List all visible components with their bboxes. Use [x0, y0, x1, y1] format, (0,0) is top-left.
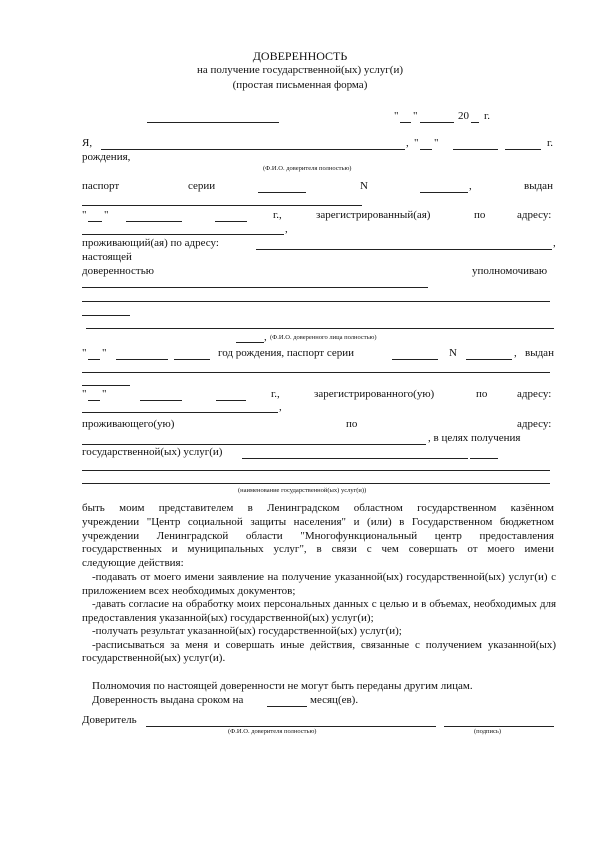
- att-residing-label: проживающего(ую): [82, 418, 175, 430]
- att-passport-comma: ,: [514, 347, 517, 359]
- att-reg-month-field[interactable]: [140, 400, 182, 401]
- signature-name-field[interactable]: [146, 726, 436, 727]
- passport-series-field[interactable]: [258, 192, 306, 193]
- body-line-5: следующие действия:: [82, 557, 184, 569]
- att-birth-quote-close: ": [102, 347, 107, 359]
- signature-sign-caption: (подпись): [474, 728, 501, 735]
- date-year-field[interactable]: [471, 122, 479, 123]
- attorney-name-caption: (Ф.И.О. доверенного лица полностью): [270, 334, 377, 341]
- action-item-sign: -расписываться за меня и совершать иные действия, связанные с получением указанной(ых) государственной(ых) услуг(и).: [82, 638, 556, 664]
- passport-comma: ,: [469, 180, 472, 192]
- att-registered-label: зарегистрированного(ую): [314, 388, 435, 400]
- principal-ya: Я,: [82, 137, 93, 149]
- att-birth-year-field[interactable]: [174, 359, 210, 360]
- service-name-field-2[interactable]: [82, 470, 550, 471]
- registered-po: по: [474, 209, 486, 221]
- att-reg-day-field[interactable]: [88, 400, 100, 401]
- action-items: [82, 571, 556, 666]
- service-label: государственной(ых) услуг(и): [82, 446, 223, 458]
- date-quote-open: ": [394, 110, 399, 122]
- action-item-consent: -давать согласие на обработку моих персональных данных с целью и в объемах, необходимых для предоставления указанной(ых) государственной(ых) услуг(и);: [82, 598, 556, 624]
- document-title: ДОВЕРЕННОСТЬ: [252, 49, 348, 63]
- attorney-name-field-1[interactable]: [82, 287, 428, 288]
- body-line-3: учреждении Ленинградской области "Многофункциональный центр предоставления: [82, 530, 554, 542]
- present-label: настоящей: [82, 251, 132, 263]
- body-line-2: учреждении "Центр социальной защиты населения" и (или) в Государственном бюджетном: [82, 516, 554, 528]
- passport-issuer-field[interactable]: [82, 205, 362, 206]
- reg-quote-close: ": [104, 209, 109, 221]
- principal-birth-quote-close: ": [434, 137, 439, 149]
- date-day-field[interactable]: [400, 122, 411, 123]
- principal-birth-label: рождения,: [82, 151, 131, 163]
- attorney-name-field-4[interactable]: [86, 328, 554, 329]
- principal-birth-quote-open: ": [414, 137, 419, 149]
- signature-label: Доверитель: [82, 714, 137, 726]
- att-registered-po: по: [476, 388, 488, 400]
- non-transfer-text: Полномочия по настоящей доверенности не могут быть переданы другим лицам.: [92, 680, 473, 692]
- att-residing-po: по: [346, 418, 358, 430]
- reg-quote-open: ": [82, 209, 87, 221]
- passport-number-field[interactable]: [420, 192, 468, 193]
- body-line-4: государственных и муниципальных услуг", в связи с чем совершать от моего имени: [82, 543, 554, 555]
- reg-month-field[interactable]: [126, 221, 182, 222]
- service-caption: (наименование государственной(ых) услуг(и)): [238, 487, 367, 494]
- attorney-name-field-3[interactable]: [82, 315, 130, 316]
- att-residing-address-label: адресу:: [517, 418, 552, 430]
- service-name-field-3[interactable]: [82, 483, 550, 484]
- date-quote-close: ": [413, 110, 418, 122]
- date-month-field[interactable]: [420, 122, 454, 123]
- att-registered-address-comma: ,: [279, 401, 282, 413]
- date-year-suffix: г.: [484, 110, 491, 122]
- attorney-name-field-5[interactable]: [236, 342, 264, 343]
- by-power-label: доверенностью: [82, 265, 154, 277]
- registered-address-comma: ,: [285, 223, 288, 235]
- att-reg-quote-close: ": [102, 388, 107, 400]
- place-field[interactable]: [147, 122, 279, 123]
- attorney-name-field-2[interactable]: [82, 301, 550, 302]
- signature-sign-field[interactable]: [444, 726, 554, 727]
- service-name-field-1b[interactable]: [470, 458, 498, 459]
- action-item-submit: -подавать от моего имени заявление на получение указанной(ых) государственной(ых) услуг(и) с приложением всех необходимых документов;: [82, 571, 556, 597]
- principal-comma: ,: [406, 137, 409, 149]
- att-number-label: N: [449, 347, 457, 359]
- validity-prefix: Доверенность выдана сроком на: [92, 694, 244, 706]
- principal-name-field[interactable]: [101, 149, 405, 150]
- body-line-1: быть моим представителем в Ленинградском областном государственном казённом: [82, 502, 554, 514]
- number-label: N: [360, 180, 368, 192]
- att-passport-number-field[interactable]: [466, 359, 512, 360]
- principal-birth-day-field[interactable]: [420, 149, 432, 150]
- att-issuer-field-1[interactable]: [82, 372, 550, 373]
- document-subtitle: на получение государственной(ых) услуг(и): [196, 64, 404, 76]
- attorney-name-comma: ,: [264, 331, 267, 343]
- principal-g: г.: [547, 137, 554, 149]
- validity-months-field[interactable]: [267, 706, 307, 707]
- reg-day-field[interactable]: [88, 221, 102, 222]
- signature-name-caption: (Ф.И.О. доверителя полностью): [228, 728, 317, 735]
- residing-address-field[interactable]: [256, 249, 552, 250]
- att-issued-label: выдан: [525, 347, 554, 359]
- in-order-label: , в целях получения: [428, 432, 521, 444]
- principal-birth-year-field[interactable]: [505, 149, 541, 150]
- att-issuer-field-2[interactable]: [82, 385, 130, 386]
- series-label: серии: [188, 180, 216, 192]
- registered-address-field[interactable]: [82, 234, 284, 235]
- principal-birth-month-field[interactable]: [453, 149, 498, 150]
- att-registered-address-label: адресу:: [517, 388, 552, 400]
- passport-label: паспорт: [82, 180, 120, 192]
- residing-comma: ,: [553, 237, 556, 249]
- att-birth-day-field[interactable]: [88, 359, 100, 360]
- residing-label: проживающий(ая) по адресу:: [82, 237, 219, 249]
- validity-suffix: месяц(ев).: [310, 694, 359, 706]
- att-reg-quote-open: ": [82, 388, 87, 400]
- service-name-field-1[interactable]: [242, 458, 468, 459]
- att-birth-quote-open: ": [82, 347, 87, 359]
- authorize-label: уполномочиваю: [472, 265, 548, 277]
- action-item-receive: -получать результат указанной(ых) государственной(ых) услуг(и);: [92, 625, 402, 637]
- att-birth-passport-label: год рождения, паспорт серии: [218, 347, 355, 359]
- reg-g: г.,: [273, 209, 282, 221]
- principal-name-caption: (Ф.И.О. доверителя полностью): [263, 165, 352, 172]
- att-registered-address-field[interactable]: [82, 412, 278, 413]
- att-birth-month-field[interactable]: [116, 359, 168, 360]
- registered-label: зарегистрированный(ая): [316, 209, 431, 221]
- date-year-prefix: 20: [458, 110, 469, 122]
- att-residing-address-field[interactable]: [82, 444, 426, 445]
- att-reg-year-field[interactable]: [216, 400, 246, 401]
- att-reg-g: г.,: [271, 388, 280, 400]
- registered-address-label: адресу:: [517, 209, 552, 221]
- issued-label: выдан: [524, 180, 553, 192]
- att-passport-series-field[interactable]: [392, 359, 438, 360]
- reg-year-field[interactable]: [215, 221, 247, 222]
- document-form-type: (простая письменная форма): [232, 79, 368, 91]
